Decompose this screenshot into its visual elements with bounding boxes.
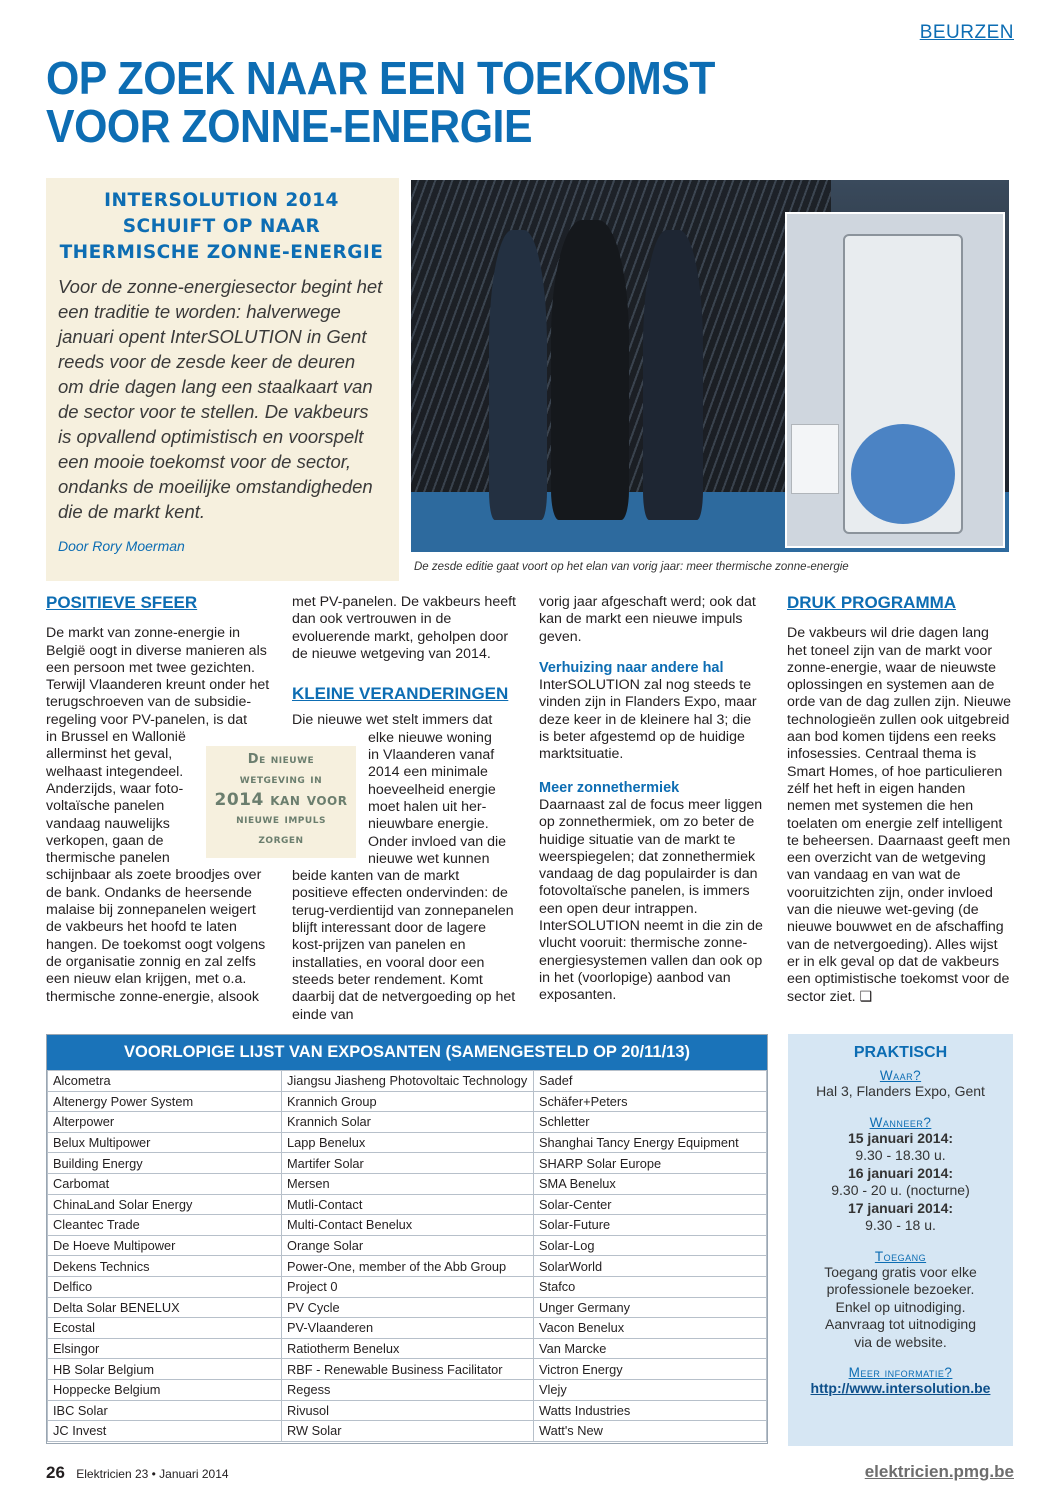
section-tag: BEURZEN: [919, 22, 1014, 43]
text-line: moet halen uit her-: [368, 798, 487, 815]
footer-left: [46, 1463, 229, 1483]
paragraph: [787, 625, 1011, 1006]
pull-quote-line: De nieuwe: [247, 752, 315, 767]
exhibitor-cell: Lapp Benelux: [282, 1132, 534, 1153]
exhibitor-cell: RW Solar: [282, 1421, 534, 1442]
paragraph: Daarnaast zal de focus meer liggen op zonnethermiek, om zo beter de huidige situatie van de markt te weerspiegelen; dat zonnethermiek vandaag de dag populairder is dan fotovoltaïsche panelen, is immers een open deur intrappen. InterSOLUTION neemt in die zin de vlucht vooruit: thermische zonne-energiesystemen vallen dan ook op in het (voorlopige) aanbod van exposanten.: [539, 796, 763, 1004]
table-row: [48, 1071, 767, 1092]
pull-quote-line: nieuwe impuls: [236, 812, 326, 827]
exhibitor-cell: Schletter: [534, 1112, 767, 1133]
hours: 9.30 - 18.30 u.: [855, 1147, 946, 1163]
column-4: [787, 594, 1011, 1006]
exhibitor-cell: SMA Benelux: [534, 1173, 767, 1194]
exhibitor-cell: Elsingor: [48, 1338, 282, 1359]
table-row: [48, 1297, 767, 1318]
exhibitor-cell: PV-Vlaanderen: [282, 1318, 534, 1339]
access-line: via de website.: [854, 1333, 947, 1350]
table-row: [48, 1132, 767, 1153]
text-line: voltaïsche panelen: [46, 798, 165, 815]
exhibitor-cell: Martifer Solar: [282, 1153, 534, 1174]
column-2-heading: KLEINE VERANDERINGEN: [292, 684, 509, 704]
table-row: [48, 1400, 767, 1421]
photo-caption: De zesde editie gaat voort op het elan van vorig jaar: meer thermische zonne-energie: [414, 561, 849, 573]
text-line: nieuwe wet kunnen: [368, 850, 490, 867]
text-line: verkopen, gaan de: [46, 832, 164, 849]
table-row: [48, 1359, 767, 1380]
exhibitor-cell: Watt's New: [534, 1421, 767, 1442]
exhibitor-cell: Orange Solar: [282, 1235, 534, 1256]
exhibitor-cell: Multi-Contact Benelux: [282, 1215, 534, 1236]
page-number: 26: [46, 1463, 65, 1482]
column-3: [539, 594, 763, 1005]
heat-pump-inset-photo: [785, 212, 1005, 548]
table-row: [48, 1235, 767, 1256]
paragraph: beide kanten van de markt positieve effecten ondervinden: de terug-verdientijd van zonnepanelen blijft interessant door de lagere kost-prijzen van panelen en installaties, en vooral door een steeds beter rendement. Komt daarbij dat de netvergoeding op het einde van: [292, 868, 516, 1023]
exhibitor-cell: Watts Industries: [534, 1400, 767, 1421]
exhibitor-cell: Vacon Benelux: [534, 1318, 767, 1339]
intro-subtitle-line: INTERSOLUTION 2014: [104, 190, 339, 211]
exhibitor-cell: Vlejy: [534, 1379, 767, 1400]
exhibitor-cell: Van Marcke: [534, 1338, 767, 1359]
table-row: [48, 1338, 767, 1359]
where-label: Waar?: [879, 1068, 922, 1083]
exhibitor-cell: De Hoeve Multipower: [48, 1235, 282, 1256]
exhibitor-cell: Dekens Technics: [48, 1256, 282, 1277]
wrap-lines: [46, 729, 196, 867]
exhibitor-cell: JC Invest: [48, 1421, 282, 1442]
exhibitor-cell: Cleantec Trade: [48, 1215, 282, 1236]
column-4-heading: DRUK PROGRAMMA: [787, 593, 957, 612]
where-value: Hal 3, Flanders Expo, Gent: [816, 1083, 985, 1099]
text-line: in Vlaanderen vanaf: [368, 747, 495, 764]
more-info-label: Meer informatie?: [848, 1365, 953, 1380]
practical-title: PRAKTISCH: [853, 1044, 948, 1061]
exhibitor-cell: Altenergy Power System: [48, 1091, 282, 1112]
exhibitor-list: [46, 1034, 768, 1444]
hours: 9.30 - 18 u.: [865, 1217, 936, 1233]
exhibitor-cell: Ecostal: [48, 1318, 282, 1339]
exhibitor-cell: Solar-Center: [534, 1194, 767, 1215]
text-line: vandaag nauwelijks: [46, 815, 170, 832]
exhibitor-cell: Delta Solar BENELUX: [48, 1297, 282, 1318]
exhibitor-cell: Krannich Group: [282, 1091, 534, 1112]
intro-subtitle-line: THERMISCHE ZONNE-ENERGIE: [59, 242, 384, 263]
exhibitor-cell: SHARP Solar Europe: [534, 1153, 767, 1174]
text-line: allerminst het geval,: [46, 746, 173, 763]
paragraph: schijnbaar als zoete broodjes over de bank. Ondanks de heersende malaise bij zonnepanelen weigert de vakbeurs het hoofd te laten hangen. De toekomst oogt volgens de organisatie zonnig en zal zelfs een nieuw elan krijgen, met o.a. thermische zonne-energie, alsook: [46, 867, 266, 1005]
date: 16 januari 2014:: [847, 1164, 954, 1181]
text-line: elke nieuwe woning: [368, 729, 492, 746]
exhibitor-cell: Alcometra: [48, 1071, 282, 1092]
exhibitor-cell: Alterpower: [48, 1112, 282, 1133]
exhibitor-cell: Sadef: [534, 1071, 767, 1092]
access-line: Toegang gratis voor elke: [824, 1263, 977, 1280]
exhibitor-table: [47, 1070, 767, 1442]
access-line: professionele bezoeker.: [826, 1281, 975, 1297]
table-row: [48, 1318, 767, 1339]
exhibitor-cell: Power-One, member of the Abb Group: [282, 1256, 534, 1277]
column-2: [292, 594, 516, 1024]
exhibitor-list-title: VOORLOPIGE LIJST VAN EXPOSANTEN (SAMENGESTELD OP 20/11/13): [47, 1035, 767, 1070]
exhibitor-cell: Rivusol: [282, 1400, 534, 1421]
table-row: [48, 1215, 767, 1236]
exhibitor-cell: Carbomat: [48, 1173, 282, 1194]
pull-quote-line: wetgeving in: [239, 772, 323, 787]
access-line: Enkel op uitnodiging.: [835, 1298, 966, 1315]
date: 17 januari 2014:: [847, 1199, 954, 1216]
exhibitor-cell: Belux Multipower: [48, 1132, 282, 1153]
column-1-heading: POSITIEVE SFEER: [46, 593, 198, 612]
table-row: [48, 1091, 767, 1112]
visitor-figure: [551, 220, 629, 520]
text-line: hoeveelheid energie: [368, 781, 496, 798]
paragraph: met PV-panelen. De vakbeurs heeft dan ook vertrouwen in de evoluerende markt, geholpen door de nieuwe wetgeving van 2014.: [292, 594, 516, 662]
outdoor-unit: [791, 424, 839, 494]
practical-info-box: [788, 1034, 1013, 1446]
intro-subtitle: [58, 188, 385, 266]
exhibitor-cell: Victron Energy: [534, 1359, 767, 1380]
text-line: welhaast integendeel.: [46, 763, 184, 780]
byline: Door Rory Moerman: [58, 538, 185, 554]
wrap-lines: [368, 730, 516, 868]
table-row: [48, 1256, 767, 1277]
table-row: [48, 1173, 767, 1194]
access-line: Aanvraag tot uitnodiging: [825, 1316, 976, 1332]
expo-photo: [411, 180, 1009, 552]
exhibitor-cell: ChinaLand Solar Energy: [48, 1194, 282, 1215]
exhibitor-cell: Krannich Solar: [282, 1112, 534, 1133]
table-row: [48, 1112, 767, 1133]
exhibitor-cell: SolarWorld: [534, 1256, 767, 1277]
hours: 9.30 - 20 u. (nocturne): [831, 1182, 970, 1198]
text-line: Onder invloed van die: [368, 833, 507, 850]
when-label: Wanneer?: [869, 1114, 932, 1130]
intro-text: Voor de zonne-energiesector begint het een traditie te worden: halverwege januari opent InterSOLUTION in Gent reeds voor de zesde keer de deuren om drie dagen lang een staalkaart van de sector voor te stellen. De vakbeurs is opvallend optimistisch en voorspelt een mooie toekomst voor de sector, ondanks de moeilijke omstandigheden die de markt kent.: [58, 276, 383, 522]
exhibitor-cell: PV Cycle: [282, 1297, 534, 1318]
text-line: 2014 een minimale: [368, 764, 488, 781]
exhibitor-cell: HB Solar Belgium: [48, 1359, 282, 1380]
subheading-verhuizing: Verhuizing naar andere hal: [539, 659, 724, 676]
exhibitor-cell: Mutli-Contact: [282, 1194, 534, 1215]
buffer-tank: [851, 424, 955, 524]
subheading-zonnethermiek: Meer zonnethermiek: [539, 779, 680, 796]
table-row: [48, 1276, 767, 1297]
exhibitor-cell: Ratiotherm Benelux: [282, 1338, 534, 1359]
visitor-figure: [643, 230, 703, 520]
exhibitor-cell: Hoppecke Belgium: [48, 1379, 282, 1400]
exhibitor-cell: Building Energy: [48, 1153, 282, 1174]
table-row: [48, 1379, 767, 1400]
exhibitor-cell: Solar-Log: [534, 1235, 767, 1256]
exhibitor-cell: Jiangsu Jiasheng Photovoltaic Technology: [282, 1071, 534, 1092]
paragraph: Die nieuwe wet stelt immers dat: [292, 712, 493, 729]
end-mark-icon: ❑: [859, 988, 873, 1005]
exhibitor-cell: IBC Solar: [48, 1400, 282, 1421]
access-label: Toegang: [874, 1248, 927, 1264]
exhibitor-cell: Solar-Future: [534, 1215, 767, 1236]
issue-info: Elektricien 23 • Januari 2014: [76, 1467, 229, 1481]
exhibitor-cell: Shanghai Tancy Energy Equipment: [534, 1132, 767, 1153]
table-row: [48, 1194, 767, 1215]
exhibitor-cell: Schäfer+Peters: [534, 1091, 767, 1112]
pull-quote-line: 2014 kan voor: [214, 790, 348, 810]
text-line: nieuwbare energie.: [368, 816, 489, 833]
exhibitor-cell: RBF - Renewable Business Facilitator: [282, 1359, 534, 1380]
headline-line-2: VOOR ZONNE-ENERGIE: [46, 100, 533, 152]
exhibitor-cell: Regess: [282, 1379, 534, 1400]
table-row: [48, 1421, 767, 1442]
exhibitor-cell: Stafco: [534, 1276, 767, 1297]
date: 15 januari 2014:: [847, 1129, 954, 1146]
table-row: [48, 1153, 767, 1174]
paragraph-text: De vakbeurs wil drie dagen lang het toneel zijn van de markt voor zonne-energie, waar de nieuwste oplossingen en systemen aan de orde van de dag zullen zijn. Nieuwe technologieën zullen ook uitgebreid aan bod komen tijdens een reeks infosessies. Centraal thema is Smart Homes, of hoe particulieren zélf het heft in eigen handen nemen met systemen die hen toelaten om energie zelf intelligent te beheersen. Daarnaast geeft men een overzicht van de wetgeving van vandaag en van wat de vooruitzichten zijn, onder invloed van die nieuwe wet-geving (de nieuwe bouwwet en de afschaffing van de netvergoeding). Alles wijst er in elk geval op dat de vakbeurs een optimistische toekomst voor de sector ziet.: [787, 625, 1011, 1005]
exhibitor-cell: Mersen: [282, 1173, 534, 1194]
exhibitor-cell: Project 0: [282, 1276, 534, 1297]
text-line: Anderzijds, waar foto-: [46, 780, 184, 797]
headline: [46, 54, 939, 150]
headline-line-1: OP ZOEK NAAR EEN TOEKOMST: [46, 52, 715, 104]
website-link[interactable]: http://www.intersolution.be: [810, 1380, 991, 1396]
paragraph: De markt van zonne-energie in België oogt in diverse manieren als een persoon met twee gezichten. Terwijl Vlaanderen kreunt onder het terugschroeven van de subsidie-regeling voor PV-panelen, is dat: [46, 625, 270, 728]
text-line: in Brussel en Wallonië: [46, 729, 186, 746]
intro-box: [46, 178, 399, 581]
exhibitor-cell: Delfico: [48, 1276, 282, 1297]
pull-quote-line: zorgen: [258, 832, 304, 847]
paragraph: vorig jaar afgeschaft werd; ook dat kan de markt een nieuwe impuls geven.: [539, 594, 756, 645]
visitor-figure: [489, 230, 547, 520]
text-line: thermische panelen: [46, 850, 170, 867]
footer-website-link[interactable]: elektricien.pmg.be: [864, 1462, 1014, 1481]
intro-subtitle-line: SCHUIFT OP NAAR: [122, 216, 321, 237]
paragraph: InterSOLUTION zal nog steeds te vinden zijn in Flanders Expo, maar deze keer in de kleinere hal 3; die is beter afgestemd op de huidige marktsituatie.: [539, 677, 757, 763]
exhibitor-cell: Unger Germany: [534, 1297, 767, 1318]
